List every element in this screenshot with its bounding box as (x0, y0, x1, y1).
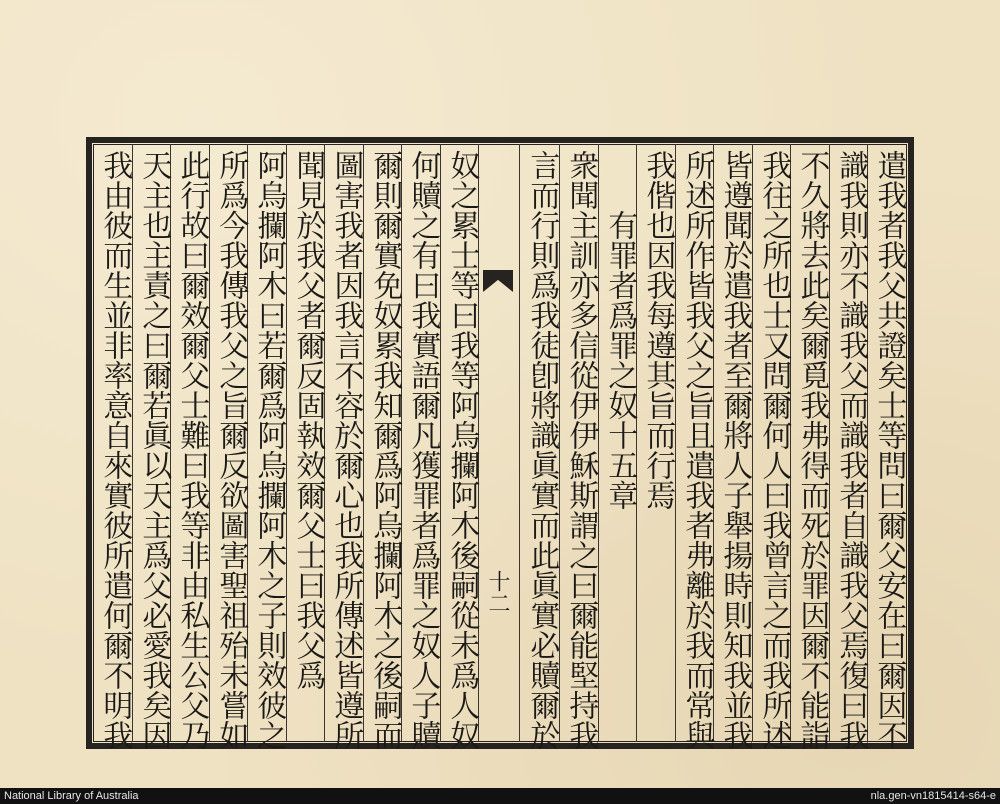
text-column: 不久將去此矣爾覓我弗得而死於罪因爾不能詣 (794, 150, 830, 750)
text-column: 遣我者我父共證矣士等問曰爾父安在曰爾因不 (871, 150, 907, 750)
text-column: 我往之所也士又問爾何人曰我曾言之而我所述 (756, 150, 792, 750)
text-column: 我偕也因我每遵其旨而行焉 (640, 150, 676, 510)
text-column: 我由彼而生並非率意自來實彼所遣何爾不明我 (97, 150, 133, 750)
text-column: 所述所作皆我父之旨且遣我者弗離於我而常與 (679, 150, 715, 750)
footer-identifier: nla.gen-vn1815414-s64-e (870, 790, 996, 802)
text-column: 天主也主責之曰爾若眞以天主爲父必愛我矣因 (136, 150, 172, 750)
text-column: 圖害我者因我言不容於爾心也我所傳述皆遵所 (328, 150, 364, 750)
text-column: 阿烏攔阿木曰若爾爲阿烏攔阿木之子則效彼之 (251, 150, 287, 750)
column-rule (440, 144, 441, 742)
text-column: 此行故曰爾效爾父士難曰我等非由私生公父乃 (174, 150, 210, 750)
column-rule (209, 144, 210, 742)
text-column: 衆聞主訓亦多信從伊伊穌斯謂之曰爾能堅持我 (563, 150, 599, 750)
fold-rule-right (519, 144, 520, 742)
column-rule (363, 144, 364, 742)
text-column: 聞見於我父者爾反固執效爾父士曰我父爲 (290, 150, 326, 690)
column-rule (286, 144, 287, 742)
text-column: 奴之累士等曰我等阿烏攔阿木後嗣從未爲人奴 (444, 150, 480, 750)
text-column: 何贖之有曰我實語爾凡獲罪者爲罪之奴人子贖 (405, 150, 441, 750)
column-rule (675, 144, 676, 742)
column-rule (132, 144, 133, 742)
page-number: 十二 (485, 570, 510, 614)
chapter-heading: 有罪者爲罪之奴十五章 (602, 210, 638, 510)
column-rule (752, 144, 753, 742)
footer-bar (0, 788, 1000, 804)
column-rule (559, 144, 560, 742)
text-column: 爾則爾實免奴累我知爾爲阿烏攔阿木之後嗣而 (367, 150, 403, 750)
text-column: 言而行則爲我徒卽將識眞實而此眞實必贖爾於 (524, 150, 560, 750)
footer-institution: National Library of Australia (4, 790, 139, 802)
text-column: 識我則亦不識我父而識我者自識我父焉復曰我 (833, 150, 869, 750)
text-column: 皆遵聞於遣我者至爾將人子舉揚時則知我並我 (717, 150, 753, 750)
column-rule (829, 144, 830, 742)
text-column: 所爲今我傳我父之旨爾反欲圖害聖祖殆未嘗如 (213, 150, 249, 750)
column-rule (598, 144, 599, 742)
